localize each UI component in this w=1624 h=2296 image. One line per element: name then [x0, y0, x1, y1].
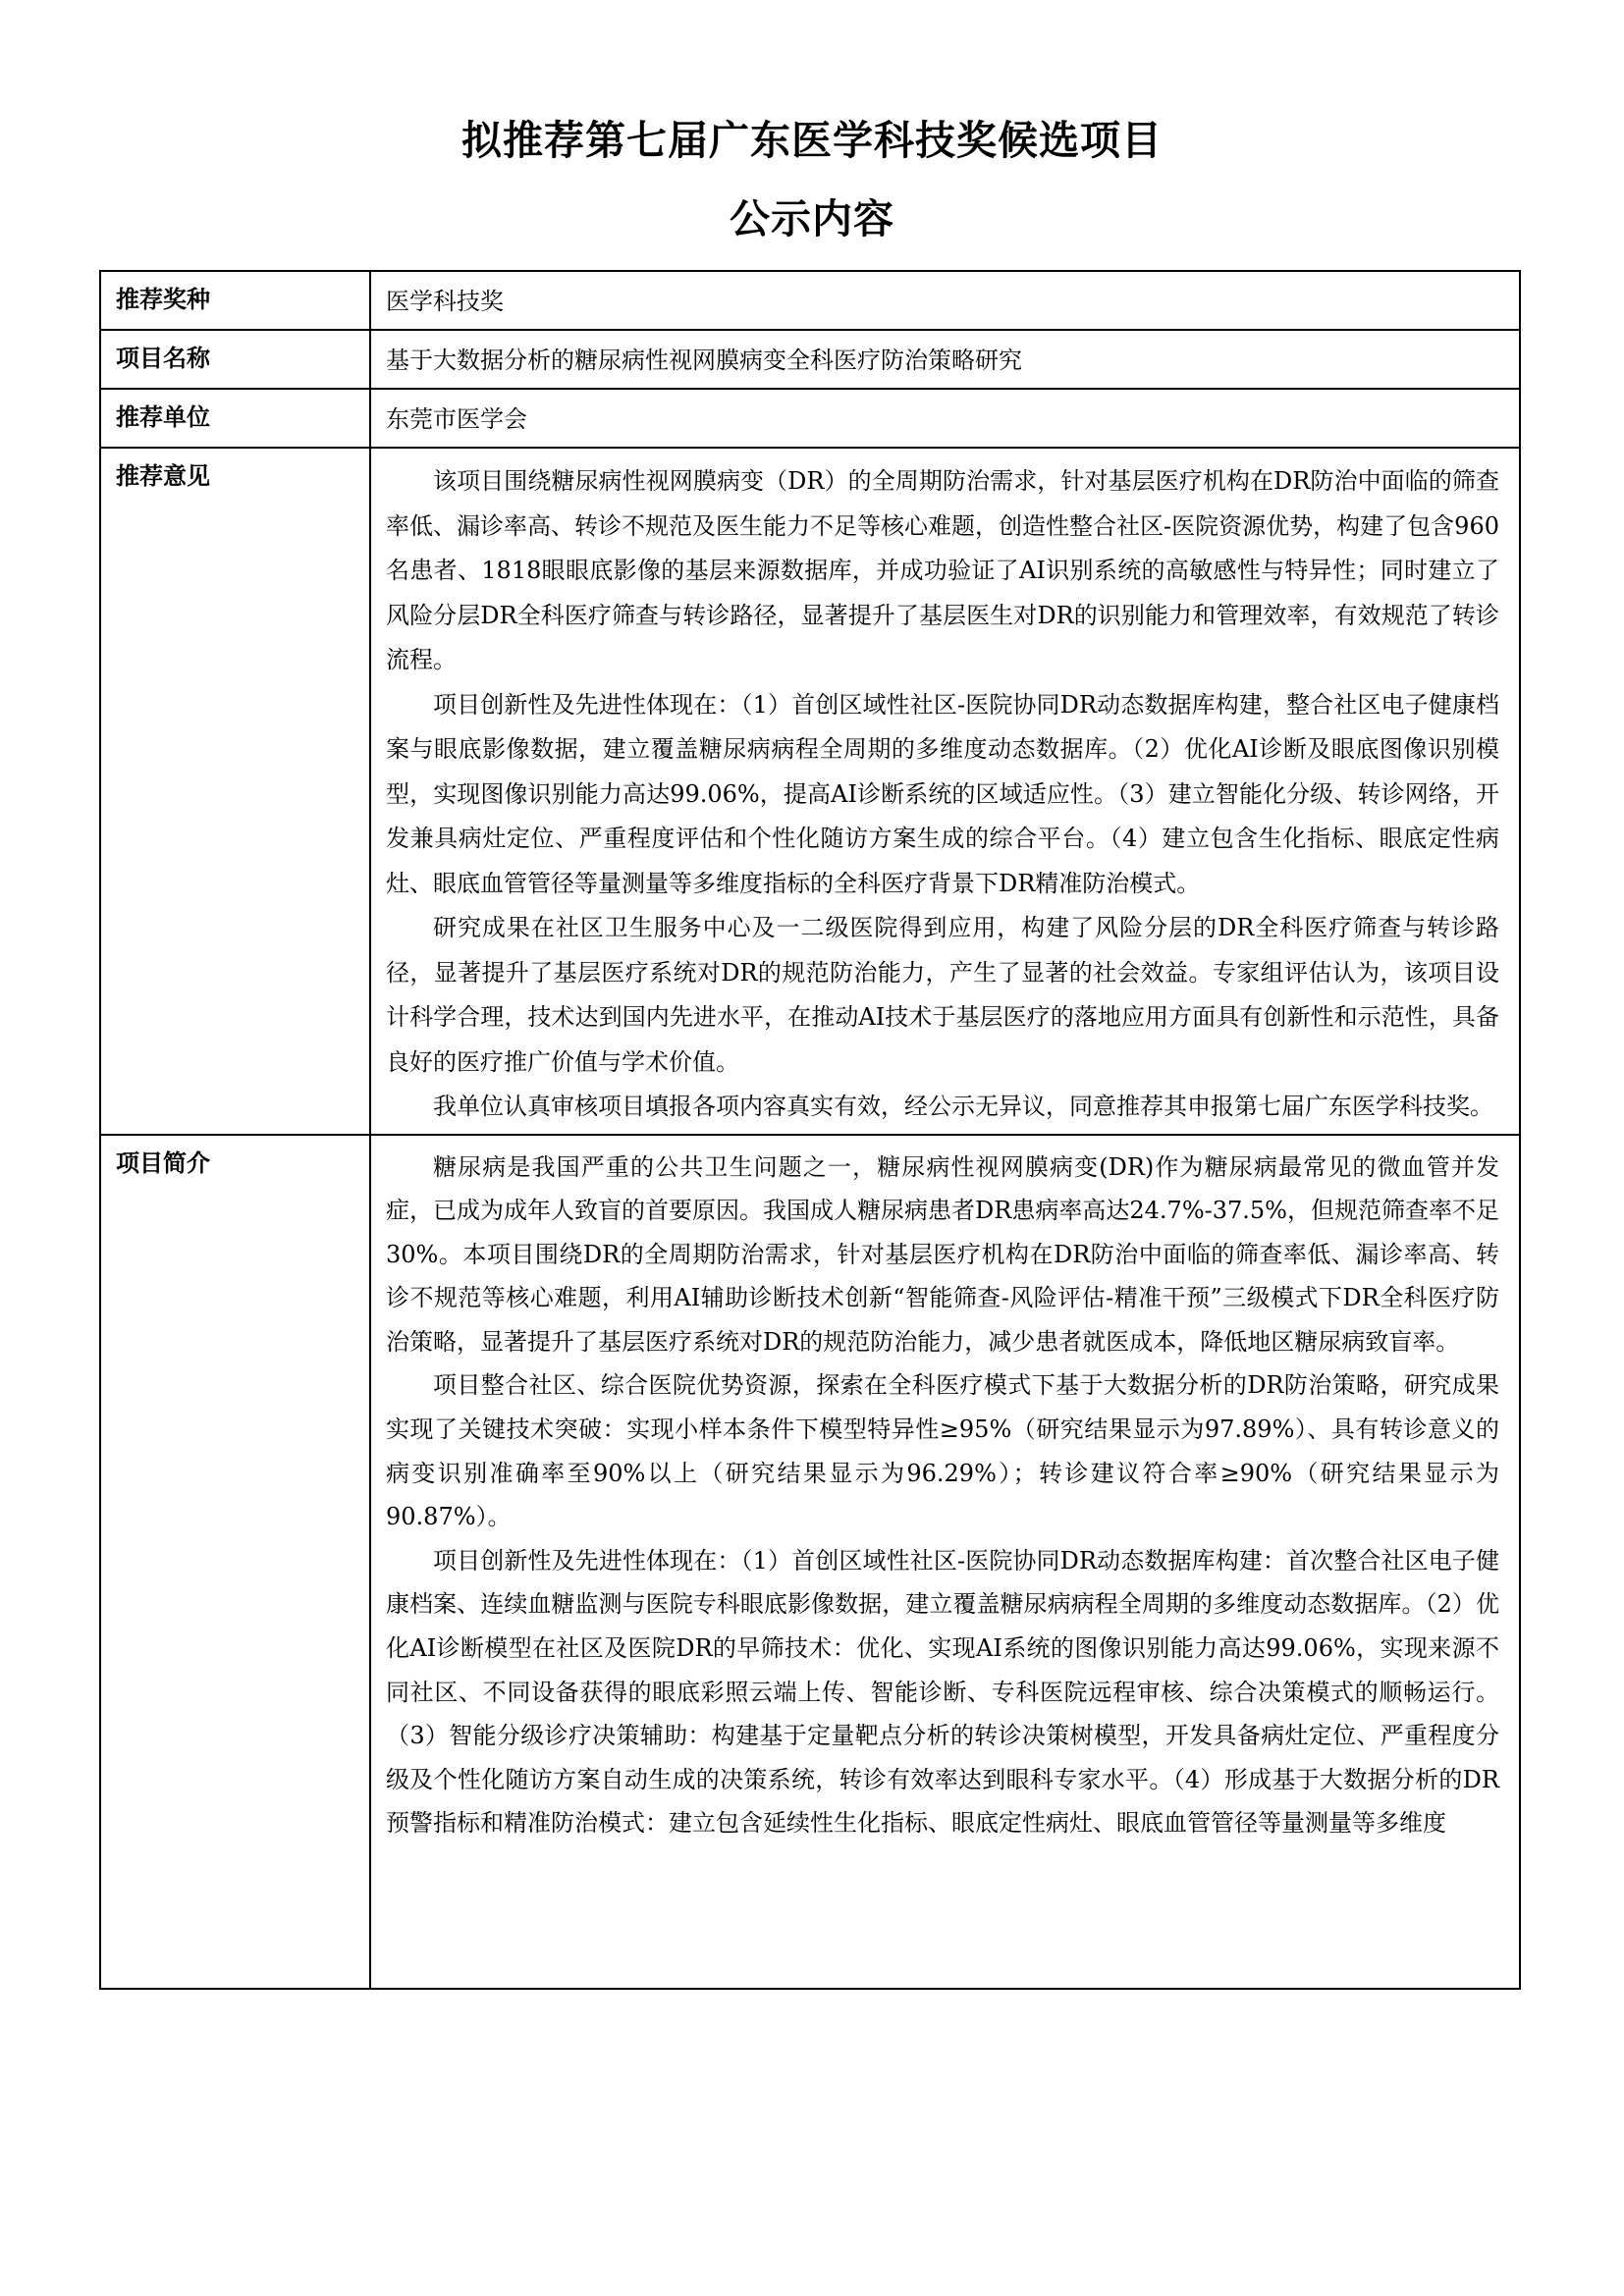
row-project-name: [100, 330, 1520, 389]
intro-paragraph: 糖尿病是我国严重的公共卫生问题之一，糖尿病性视网膜病变(DR)作为糖尿病最常见的微血管并发症，已成为成年人致盲的首要原因。我国成人糖尿病患者DR患病率高达24.7%-37.5%，但规范筛查率不足30%。本项目围绕DR的全周期防治需求，针对基层医疗机构在DR防治中面临的筛查率低、漏诊率高、转诊不规范等核心难题，利用AI辅助诊断技术创新“智能筛查-风险评估-精准干预”三级模式下DR全科医疗防治策略，显著提升了基层医疗系统对DR的规范防治能力，减少患者就医成本，降低地区糖尿病致盲率。: [386, 1152, 1499, 1356]
info-table: [99, 270, 1521, 1990]
project-name-value: 基于大数据分析的糖尿病性视网膜病变全科医疗防治策略研究: [370, 330, 1520, 389]
opinion-label: 推荐意见: [100, 448, 370, 1135]
row-recommender: [100, 389, 1520, 448]
row-award-type: [100, 271, 1520, 330]
intro-paragraph: 项目整合社区、综合医院优势资源，探索在全科医疗模式下基于大数据分析的DR防治策略，研究成果实现了关键技术突破：实现小样本条件下模型特异性≥95%（研究结果显示为97.89%）、具有转诊意义的病变识别准确率至90%以上（研究结果显示为96.29%）；转诊建议符合率≥90%（研究结果显示为90.87%）。: [386, 1371, 1499, 1531]
title-line-1: 拟推荐第七届广东医学科技奖候选项目: [461, 117, 1163, 164]
opinion-paragraph: 研究成果在社区卫生服务中心及一二级医院得到应用，构建了风险分层的DR全科医疗筛查与转诊路径，显著提升了基层医疗系统对DR的规范防治能力，产生了显著的社会效益。专家组评估认为，该项目设计科学合理，技术达到国内先进水平，在推动AI技术于基层医疗的落地应用方面具有创新性和示范性，具备良好的医疗推广价值与学术价值。: [386, 914, 1499, 1076]
recommender-label: 推荐单位: [100, 389, 370, 448]
opinion-paragraph: 项目创新性及先进性体现在：（1）首创区域性社区-医院协同DR动态数据库构建，整合社区电子健康档案与眼底影像数据，建立覆盖糖尿病病程全周期的多维度动态数据库。（2）优化AI诊断及眼底图像识别模型，实现图像识别能力高达99.06%，提高AI诊断系统的区域适应性。（3）建立智能化分级、转诊网络，开发兼具病灶定位、严重程度评估和个性化随访方案生成的综合平台。（4）建立包含生化指标、眼底定性病灶、眼底血管管径等量测量等多维度指标的全科医疗背景下DR精准防治模式。: [386, 690, 1499, 897]
project-name-label: 项目名称: [100, 330, 370, 389]
opinion-paragraph: 该项目围绕糖尿病性视网膜病变（DR）的全周期防治需求，针对基层医疗机构在DR防治中面临的筛查率低、漏诊率高、转诊不规范及医生能力不足等核心难题，创造性整合社区-医院资源优势，构建了包含960名患者、1818眼眼底影像的基层来源数据库，并成功验证了AI识别系统的高敏感性与特异性；同时建立了风险分层DR全科医疗筛查与转诊路径，显著提升了基层医生对DR的识别能力和管理效率，有效规范了转诊流程。: [386, 467, 1499, 673]
award-type-value: 医学科技奖: [370, 271, 1520, 330]
title-line-2: 公示内容: [730, 195, 894, 242]
document-title: [0, 116, 1624, 243]
opinion-content: [370, 448, 1520, 1135]
intro-content: [370, 1135, 1520, 1989]
row-intro: [100, 1135, 1520, 1989]
row-opinion: [100, 448, 1520, 1135]
recommender-value: 东莞市医学会: [370, 389, 1520, 448]
opinion-paragraph: 我单位认真审核项目填报各项内容真实有效，经公示无异议，同意推荐其申报第七届广东医学科技奖。: [433, 1093, 1493, 1120]
intro-label: 项目简介: [100, 1135, 370, 1989]
intro-paragraph: 项目创新性及先进性体现在：（1）首创区域性社区-医院协同DR动态数据库构建：首次整合社区电子健康档案、连续血糖监测与医院专科眼底影像数据，建立覆盖糖尿病病程全周期的多维度动态数据库。（2）优化AI诊断模型在社区及医院DR的早筛技术：优化、实现AI系统的图像识别能力高达99.06%，实现来源不同社区、不同设备获得的眼底彩照云端上传、智能诊断、专科医院远程审核、综合决策模式的顺畅运行。（3）智能分级诊疗决策辅助：构建基于定量靶点分析的转诊决策树模型，开发具备病灶定位、严重程度分级及个性化随访方案自动生成的决策系统，转诊有效率达到眼科专家水平。（4）形成基于大数据分析的DR预警指标和精准防治模式：建立包含延续性生化指标、眼底定性病灶、眼底血管管径等量测量等多维度: [386, 1546, 1499, 1838]
award-type-label: 推荐奖种: [100, 271, 370, 330]
